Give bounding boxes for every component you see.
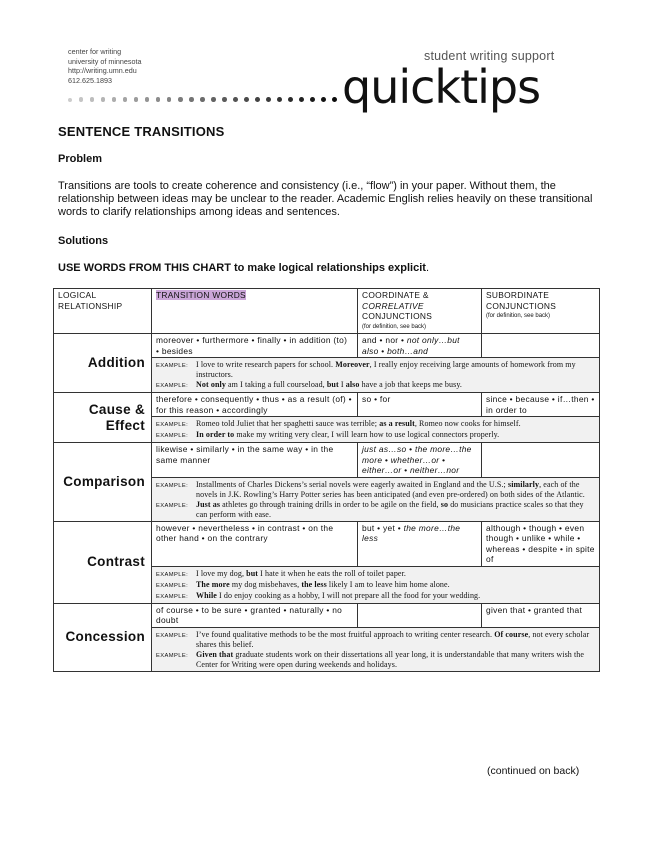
coordinate-part: the more…the more • whether…or • either…or • neither…nor — [362, 444, 472, 475]
rule-dot — [211, 97, 216, 102]
example-line — [156, 650, 595, 670]
coordinate-part: so • for — [362, 394, 391, 404]
example-text — [196, 569, 595, 580]
coordinate-cell — [358, 603, 482, 627]
coordinate-cell — [358, 443, 482, 478]
example-line — [156, 580, 595, 591]
header-subordinate — [482, 289, 600, 334]
rule-dot — [189, 97, 194, 102]
examples-cell — [152, 566, 600, 603]
continued-note: (continued on back) — [487, 765, 580, 777]
coordinate-part: • — [406, 444, 415, 454]
contact-line: university of minnesota — [68, 56, 142, 66]
rule-dot — [101, 97, 105, 101]
rule-dot — [123, 97, 127, 101]
example-text — [196, 630, 595, 650]
transition-keyword: In order to — [196, 430, 235, 439]
header-transition-words — [152, 289, 358, 334]
example-line — [156, 430, 595, 441]
header-logical-relationship — [54, 289, 152, 334]
example-fragment: Romeo told Juliet that her spaghetti sauce was terrible; — [196, 419, 380, 428]
example-fragment: I do enjoy cooking as a hobby, I will not prepare all the food for your wedding. — [216, 590, 481, 600]
example-fragment: I hate it when he eats the roll of toilet paper. — [258, 568, 407, 578]
header-note: (for definition, see back) — [486, 313, 551, 319]
example-fragment: I love to write research papers for school. — [196, 360, 336, 369]
example-fragment: , Romeo now cooks for himself. — [414, 419, 521, 428]
transition-words-cell: moreover • furthermore • finally • in addition (to) • besides — [152, 334, 358, 358]
transition-keyword: Of course — [494, 629, 529, 639]
header-note: (for definition, see back) — [362, 323, 427, 330]
table-row — [54, 603, 600, 627]
example-line — [156, 630, 595, 650]
rule-dot — [112, 97, 116, 101]
coordinate-part: the more…the less — [362, 522, 461, 543]
transition-table — [53, 288, 600, 672]
examples-cell — [152, 358, 600, 393]
example-tag: EXAMPLE: — [156, 383, 189, 389]
example-tag: EXAMPLE: — [156, 632, 189, 639]
examples-cell — [152, 417, 600, 443]
example-text — [196, 430, 595, 441]
coordinate-part: both…and — [387, 345, 429, 356]
problem-text: Transitions are tools to create coherence and consistency (i.e., “flow”) in your paper. Without them, the relationship between ideas may be unclear to the reader. Academic English relies heavily on these transitional words to clarify relationships among ideas and sentences. — [58, 180, 593, 218]
rule-dot — [266, 97, 271, 102]
coordinate-cell — [358, 334, 482, 358]
example-text — [196, 591, 595, 602]
coordinate-part: • — [378, 345, 388, 356]
example-tag: EXAMPLE: — [156, 433, 189, 439]
coordinate-part: just as…so — [362, 444, 407, 454]
example-text — [196, 580, 595, 591]
example-fragment: likely I am to leave him home alone. — [326, 579, 450, 589]
contact-block — [68, 47, 142, 85]
category-cell: Addition — [54, 334, 152, 393]
example-tag: EXAMPLE: — [156, 482, 189, 489]
header-text: CORRELATIVE — [362, 300, 424, 311]
example-fragment: make my writing very clear, I will learn how to use logical connectors properly. — [234, 430, 500, 439]
rule-dot — [233, 97, 238, 102]
transition-words-cell: of course • to be sure • granted • naturally • no doubt — [152, 603, 358, 627]
rule-dot — [178, 97, 183, 102]
header-text: SUBORDINATE — [486, 290, 550, 300]
transition-keyword: Moreover — [335, 360, 370, 369]
solutions-heading: Solutions — [58, 235, 109, 247]
example-line — [156, 419, 595, 430]
category-cell: Cause & Effect — [54, 393, 152, 443]
page-title: SENTENCE TRANSITIONS — [58, 124, 225, 139]
coordinate-part: not only…but also — [362, 335, 460, 356]
transition-keyword: Given that — [196, 649, 234, 659]
example-fragment: do musicians practice scales so that they can perform with ease. — [196, 499, 584, 519]
rule-dot — [244, 97, 249, 102]
example-fragment: , I really enjoy receiving large amounts of homework from my instructors. — [196, 360, 576, 379]
example-fragment: , each of the novels in J.K. Rowling’s Harry Potter series has been anticipated (and even pre-ordered) on both sides of the Atlantic. — [196, 479, 585, 499]
chart-instruction — [58, 262, 429, 274]
example-line — [156, 480, 595, 500]
example-fragment: am I taking a full courseload, — [225, 380, 327, 389]
example-tag: EXAMPLE: — [156, 652, 189, 659]
example-text — [196, 380, 595, 391]
example-tag: EXAMPLE: — [156, 363, 189, 369]
examples-cell — [152, 477, 600, 521]
brand-logo: quicktips — [342, 60, 541, 114]
example-text — [196, 500, 595, 520]
chart-instruction-period: . — [425, 262, 430, 274]
example-text — [196, 360, 595, 380]
transition-keyword: the less — [301, 579, 327, 589]
transition-keyword: similarly — [507, 479, 540, 489]
examples-cell — [152, 627, 600, 671]
table-row — [54, 521, 600, 566]
example-tag: EXAMPLE: — [156, 571, 189, 578]
example-fragment: graduate students work on their dissertations all year long, it is understandable that many writers wish the Center for Writing were open during weekends and holidays. — [196, 649, 585, 669]
example-line — [156, 591, 595, 602]
transition-keyword: but — [246, 568, 259, 578]
transition-keyword: also — [345, 380, 360, 389]
transition-keyword: While — [196, 590, 217, 600]
example-fragment: I’ve found qualitative methods to be the most fruitful approach to writing center research. — [196, 629, 495, 639]
category-cell: Comparison — [54, 443, 152, 522]
highlighted-header: TRANSITION WORDS — [156, 290, 246, 300]
transition-keyword: Not only — [196, 380, 226, 389]
rule-dot — [288, 97, 293, 102]
example-text — [196, 419, 595, 430]
coordinate-cell — [358, 521, 482, 566]
transition-words-cell: therefore • consequently • thus • as a result (of) • for this reason • accordingly — [152, 393, 358, 417]
category-cell: Contrast — [54, 521, 152, 603]
rule-dot — [79, 97, 83, 101]
contact-line: http://writing.umn.edu — [68, 66, 137, 76]
rule-dot — [167, 97, 171, 101]
rule-dot — [145, 97, 149, 101]
coordinate-part: but • yet • — [362, 522, 404, 533]
table-row — [54, 334, 600, 358]
rule-dot — [156, 97, 160, 101]
rule-dot — [299, 97, 304, 102]
problem-heading: Problem — [58, 153, 103, 165]
transition-keyword: but — [326, 380, 339, 389]
table-row — [54, 393, 600, 417]
chart-instruction-text: USE WORDS FROM THIS CHART to make logical relationships explicit — [58, 262, 426, 274]
rule-dot — [321, 97, 326, 102]
header-text: LOGICAL — [58, 290, 97, 300]
rule-dot — [222, 97, 227, 102]
header-text: CONJUNCTIONS — [486, 300, 557, 311]
example-tag: EXAMPLE: — [156, 593, 189, 600]
rule-dot — [200, 97, 205, 102]
example-fragment: , not every scholar shares this belief. — [196, 629, 590, 649]
example-tag: EXAMPLE: — [156, 582, 189, 589]
contact-line: center for writing — [68, 47, 122, 56]
header-coordinate — [358, 289, 482, 334]
coordinate-cell — [358, 393, 482, 417]
table-header-row — [54, 289, 600, 334]
subordinate-cell — [482, 443, 600, 478]
example-fragment: Installments of Charles Dickens’s serial novels were eagerly awaited in England and the U.S.; — [196, 479, 508, 489]
rule-dot — [134, 97, 138, 101]
rule-dot — [310, 97, 315, 102]
subordinate-cell: although • though • even though • unlike • while • whereas • despite • in spite of — [482, 521, 600, 566]
example-text — [196, 650, 595, 670]
example-line — [156, 569, 595, 580]
header-text: COORDINATE & — [362, 290, 429, 300]
rule-dot — [255, 97, 260, 102]
example-fragment: I — [338, 380, 346, 389]
example-line — [156, 380, 595, 391]
table-row — [54, 443, 600, 478]
example-tag: EXAMPLE: — [156, 502, 189, 509]
transition-keyword: The more — [196, 579, 230, 589]
coordinate-part: and • nor • — [362, 335, 407, 345]
example-fragment: I love my dog, — [196, 568, 247, 578]
transition-keyword: Just as — [196, 499, 221, 509]
transition-keyword: as a result — [379, 419, 415, 428]
rule-dot — [68, 98, 72, 102]
header-text: CONJUNCTIONS — [362, 311, 433, 321]
rule-dot — [90, 97, 94, 101]
subordinate-cell: since • because • if…then • in order to — [482, 393, 600, 417]
example-fragment: athletes go through training drills in order to be agile on the field, — [220, 499, 441, 509]
tagline: student writing support — [424, 49, 555, 63]
rule-dot — [332, 97, 337, 102]
transition-words-cell: however • nevertheless • in contrast • on the other hand • on the contrary — [152, 521, 358, 566]
example-text — [196, 480, 595, 500]
example-line — [156, 500, 595, 520]
example-fragment: my dog misbehaves, — [229, 579, 302, 589]
example-line — [156, 360, 595, 380]
header-text: RELATIONSHIP — [58, 300, 123, 311]
transition-keyword: so — [440, 499, 449, 509]
example-tag: EXAMPLE: — [156, 422, 189, 428]
contact-line: 612.625.1893 — [68, 75, 112, 85]
category-cell: Concession — [54, 603, 152, 671]
example-fragment: have a job that keeps me busy. — [359, 380, 463, 389]
subordinate-cell — [482, 334, 600, 358]
subordinate-cell: given that • granted that — [482, 603, 600, 627]
rule-dot — [277, 97, 282, 102]
transition-words-cell: likewise • similarly • in the same way • in the same manner — [152, 443, 358, 478]
